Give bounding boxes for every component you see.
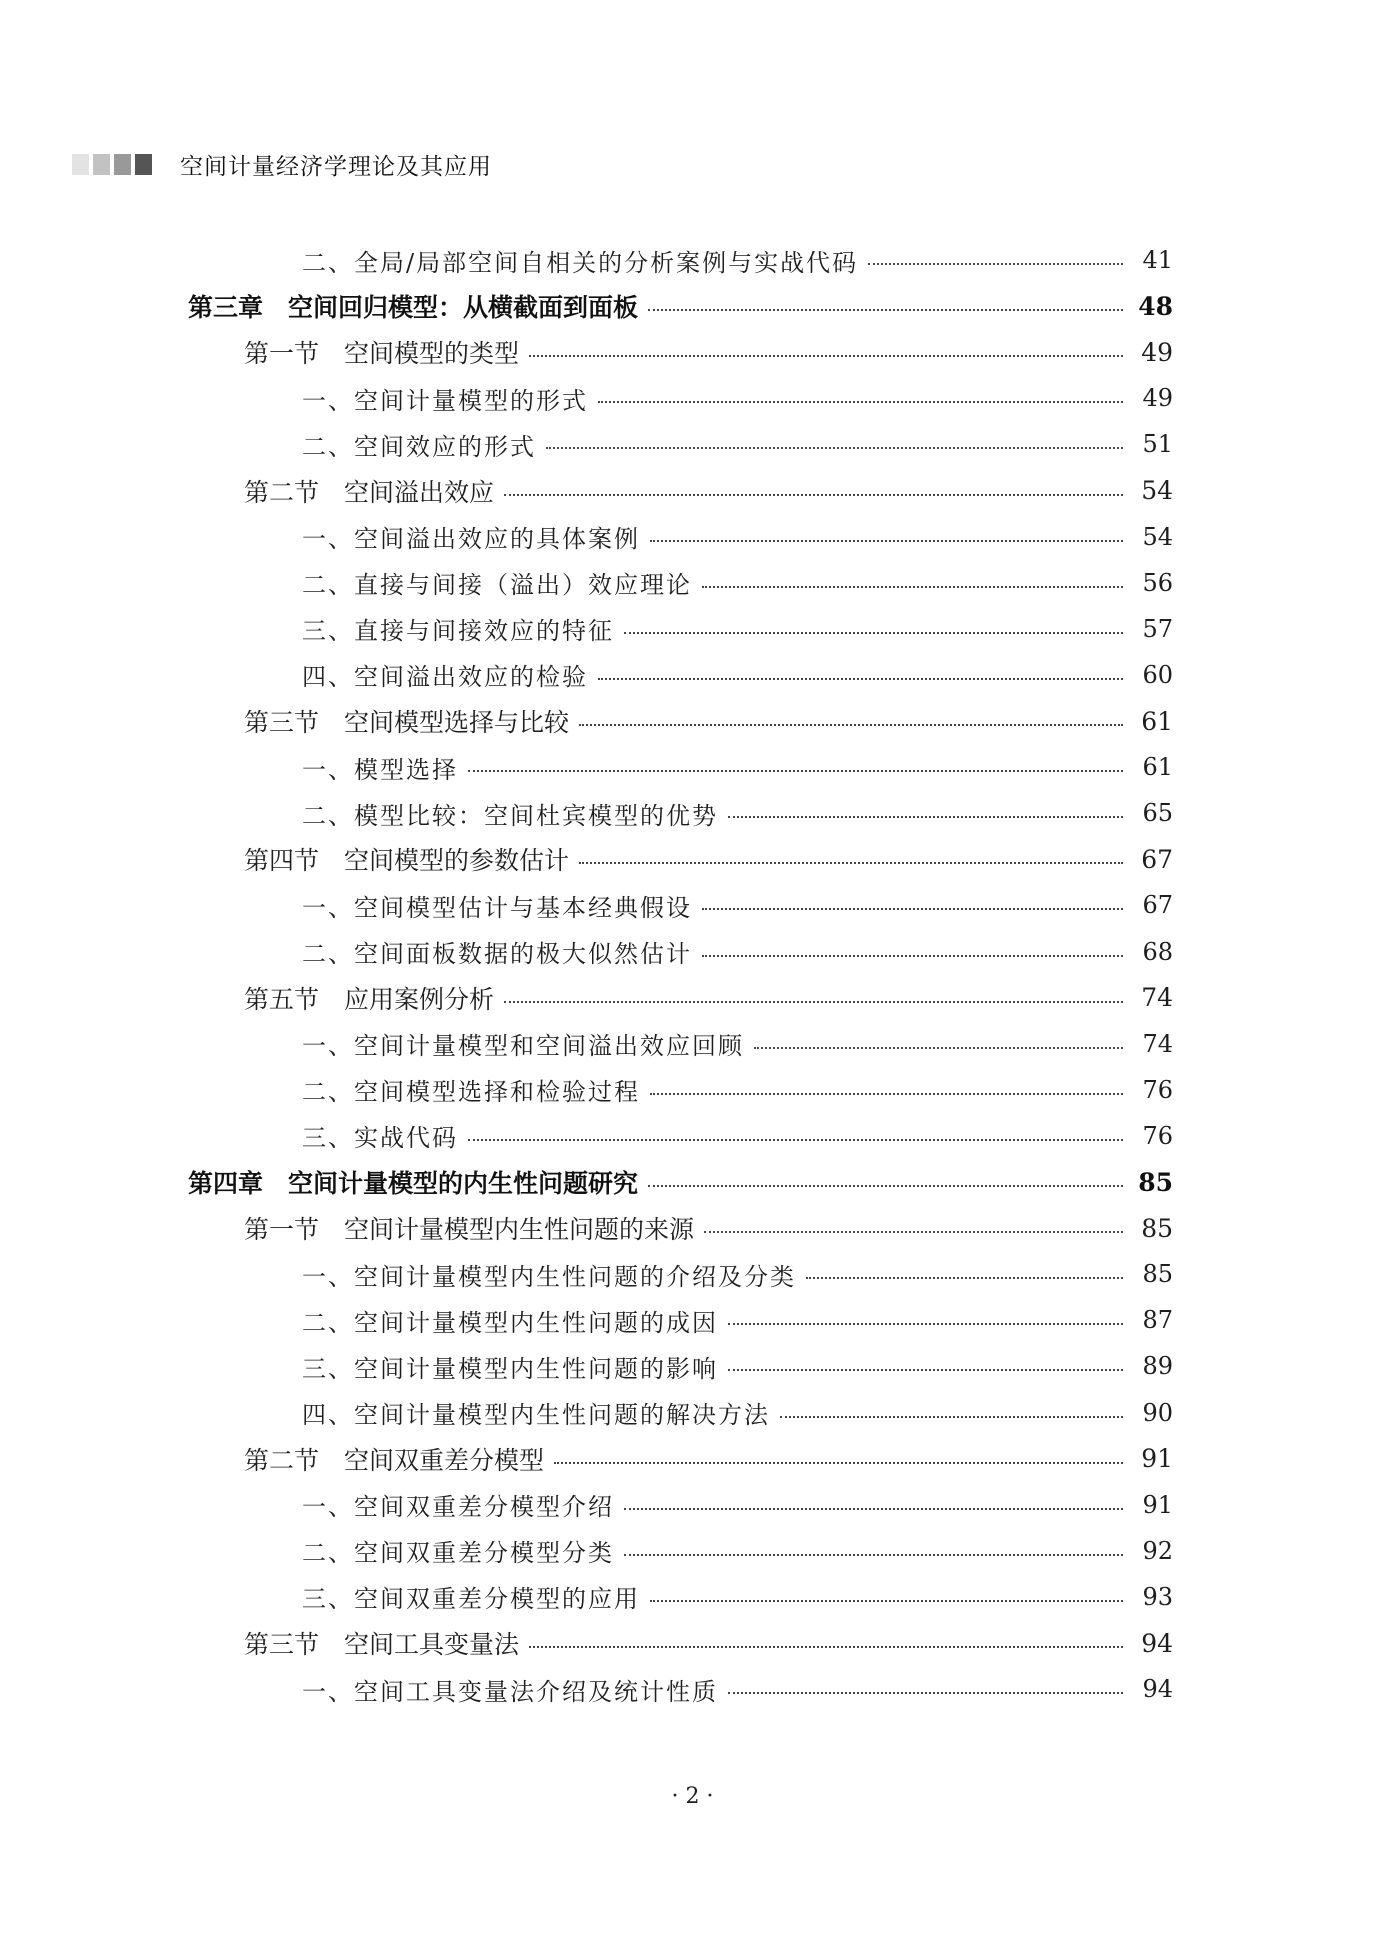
toc-entry-title: 第二节 空间溢出效应: [244, 477, 495, 507]
toc-entry-page: 94: [1142, 1675, 1173, 1704]
dot-leader: [579, 724, 1123, 726]
dot-leader: [868, 263, 1123, 265]
toc-entry-sub[interactable]: [0, 655, 1385, 695]
toc-entry-sec[interactable]: [0, 978, 1385, 1018]
toc-entry-sec[interactable]: [0, 471, 1385, 511]
toc-entry-sub[interactable]: [0, 240, 1385, 280]
toc-entry-title: 二、空间效应的形式: [302, 432, 536, 461]
toc-entry-title: 三、空间双重差分模型的应用: [302, 1585, 640, 1614]
toc-entry-sub[interactable]: [0, 609, 1385, 649]
toc-entry-title: 第三节 空间模型选择与比较: [244, 708, 570, 737]
toc-entry-title: 三、空间计量模型内生性问题的影响: [302, 1354, 718, 1383]
dot-leader: [728, 1323, 1123, 1325]
toc-entry-page: 74: [1141, 983, 1173, 1013]
toc-entry-title: 第一节 空间计量模型内生性问题的来源: [244, 1215, 695, 1245]
toc-entry-page: 67: [1142, 891, 1173, 920]
dot-leader: [579, 862, 1123, 864]
toc-entry-page: 91: [1142, 1490, 1173, 1519]
toc-entry-page: 60: [1142, 660, 1173, 689]
toc-entry-sub[interactable]: [0, 1531, 1385, 1571]
dot-leader: [529, 1646, 1123, 1648]
toc-entry-page: 74: [1142, 1029, 1173, 1058]
toc-entry-page: 51: [1142, 430, 1173, 459]
dot-leader: [650, 1600, 1123, 1602]
toc-entry-sec[interactable]: [0, 1439, 1385, 1479]
toc-entry-sub[interactable]: [0, 1669, 1385, 1709]
toc-entry-page: 94: [1141, 1628, 1173, 1658]
dot-leader: [780, 1416, 1123, 1418]
toc-entry-page: 57: [1142, 614, 1173, 643]
dot-leader: [546, 447, 1123, 449]
toc-entry-page: 49: [1141, 337, 1173, 367]
toc-entry-title: 二、直接与间接（溢出）效应理论: [302, 571, 692, 600]
toc-entry-page: 76: [1142, 1121, 1173, 1150]
dot-leader: [624, 632, 1123, 634]
dot-leader: [702, 955, 1123, 957]
toc-entry-sec[interactable]: [0, 332, 1385, 372]
dot-leader: [468, 1139, 1123, 1141]
toc-entry-title: 一、模型选择: [302, 755, 458, 784]
header-block-3: [114, 154, 131, 175]
header-block-1: [72, 154, 89, 175]
dot-leader: [648, 1185, 1123, 1187]
dot-leader: [504, 494, 1123, 496]
toc-entry-sub[interactable]: [0, 1116, 1385, 1156]
toc-entry-page: 85: [1141, 1213, 1173, 1243]
book-title: 空间计量经济学理论及其应用: [180, 153, 492, 180]
toc-entry-page: 91: [1141, 1444, 1173, 1474]
toc-entry-title: 三、直接与间接效应的特征: [302, 617, 614, 646]
toc-entry-page: 48: [1138, 291, 1173, 321]
toc-entry-title: 一、空间计量模型的形式: [302, 386, 588, 415]
toc-entry-title: 一、空间模型估计与基本经典假设: [302, 893, 692, 922]
dot-leader: [650, 1093, 1123, 1095]
toc-entry-sub[interactable]: [0, 424, 1385, 464]
dot-leader: [754, 1047, 1123, 1049]
toc-entry-title: 第五节 应用案例分析: [244, 984, 495, 1014]
toc-entry-sec[interactable]: [0, 839, 1385, 879]
toc-entry-title: 第一节 空间模型的类型: [244, 339, 520, 369]
toc-entry-sec[interactable]: [0, 1623, 1385, 1663]
dot-leader: [554, 1462, 1123, 1464]
toc-entry-title: 一、空间计量模型和空间溢出效应回顾: [302, 1032, 744, 1061]
toc-entry-title: 第四节 空间模型的参数估计: [244, 846, 570, 876]
dot-leader: [504, 1001, 1123, 1003]
dot-leader: [702, 908, 1123, 910]
toc-entry-sub[interactable]: [0, 793, 1385, 833]
running-header: [72, 146, 492, 182]
toc-entry-page: 68: [1142, 937, 1173, 966]
toc-entry-sub[interactable]: [0, 1393, 1385, 1433]
dot-leader: [702, 586, 1123, 588]
dot-leader: [650, 540, 1123, 542]
toc-entry-sec[interactable]: [0, 1208, 1385, 1248]
toc-entry-sub[interactable]: [0, 1577, 1385, 1617]
dot-leader: [704, 1231, 1123, 1233]
dot-leader: [728, 816, 1123, 818]
toc-entry-title: 二、空间双重差分模型分类: [302, 1539, 614, 1568]
dot-leader: [728, 1692, 1123, 1694]
toc-entry-title: 三、实战代码: [302, 1124, 458, 1153]
dot-leader: [468, 770, 1123, 772]
toc-entry-page: 67: [1141, 844, 1173, 874]
toc-entry-page: 90: [1142, 1398, 1173, 1427]
toc-entry-sub[interactable]: [0, 1070, 1385, 1110]
header-block-2: [93, 154, 110, 175]
toc-entry-page: 41: [1142, 246, 1173, 274]
toc-entry-sub[interactable]: [0, 1485, 1385, 1525]
toc-entry-title: 一、空间工具变量法介绍及统计性质: [302, 1677, 718, 1706]
toc-entry-page: 85: [1138, 1167, 1173, 1197]
toc-entry-sub[interactable]: [0, 1346, 1385, 1386]
toc-entry-title: 二、空间计量模型内生性问题的成因: [302, 1308, 718, 1337]
toc-entry-page: 93: [1142, 1582, 1173, 1611]
dot-leader: [598, 678, 1123, 680]
dot-leader: [529, 355, 1123, 357]
toc-entry-title: 一、空间计量模型内生性问题的介绍及分类: [302, 1262, 796, 1291]
dot-leader: [598, 401, 1123, 403]
toc-entry-page: 87: [1142, 1306, 1173, 1335]
toc-entry-title: 一、空间溢出效应的具体案例: [302, 525, 640, 554]
dot-leader: [648, 309, 1123, 311]
toc-entry-title: 二、空间模型选择和检验过程: [302, 1078, 640, 1107]
toc-entry-sub[interactable]: [0, 747, 1385, 787]
toc-entry-page: 54: [1142, 522, 1173, 551]
dot-leader: [728, 1369, 1123, 1371]
dot-leader: [624, 1508, 1123, 1510]
toc-entry-title: 二、空间面板数据的极大似然估计: [302, 940, 692, 968]
toc-entry-sub[interactable]: [0, 1254, 1385, 1294]
toc-entry-chap[interactable]: [0, 286, 1385, 326]
toc-entry-title: 二、模型比较：空间杜宾模型的优势: [302, 801, 718, 830]
header-block-4: [135, 154, 152, 175]
dot-leader: [806, 1277, 1123, 1279]
toc-entry-page: 65: [1142, 799, 1173, 828]
toc-entry-sub[interactable]: [0, 885, 1385, 925]
toc-entry-page: 54: [1141, 476, 1173, 505]
toc-entry-sub[interactable]: [0, 932, 1385, 972]
toc-entry-sub[interactable]: [0, 563, 1385, 603]
toc-entry-page: 61: [1142, 753, 1173, 782]
toc-entry-title: 四、空间计量模型内生性问题的解决方法: [302, 1401, 770, 1429]
toc-entry-title: 第二节 空间双重差分模型: [244, 1445, 545, 1475]
toc-entry-title: 二、全局/局部空间自相关的分析案例与实战代码: [302, 248, 859, 277]
page-number: · 2 ·: [671, 1784, 714, 1809]
dot-leader: [624, 1554, 1123, 1556]
header-decoration: [72, 154, 152, 175]
toc-entry-page: 92: [1142, 1536, 1173, 1565]
toc-entry-sub[interactable]: [0, 517, 1385, 557]
toc-entry-page: 76: [1142, 1075, 1173, 1104]
toc-entry-title: 第三节 空间工具变量法: [244, 1630, 520, 1659]
toc-entry-sub[interactable]: [0, 1300, 1385, 1340]
toc-entry-title: 第三章 空间回归模型：从横截面到面板: [188, 293, 639, 323]
toc-entry-sub[interactable]: [0, 1024, 1385, 1064]
toc-entry-title: 第四章 空间计量模型的内生性问题研究: [188, 1169, 639, 1198]
toc-entry-page: 61: [1141, 706, 1173, 736]
toc-entry-sub[interactable]: [0, 378, 1385, 418]
toc-entry-title: 四、空间溢出效应的检验: [302, 663, 588, 692]
toc-entry-page: 85: [1142, 1260, 1173, 1289]
toc-entry-page: 49: [1142, 384, 1173, 413]
toc-entry-page: 56: [1142, 568, 1173, 597]
toc-entry-title: 一、空间双重差分模型介绍: [302, 1493, 614, 1522]
toc-entry-chap[interactable]: [0, 1162, 1385, 1202]
toc-entry-page: 89: [1142, 1352, 1173, 1381]
toc-entry-sec[interactable]: [0, 701, 1385, 741]
